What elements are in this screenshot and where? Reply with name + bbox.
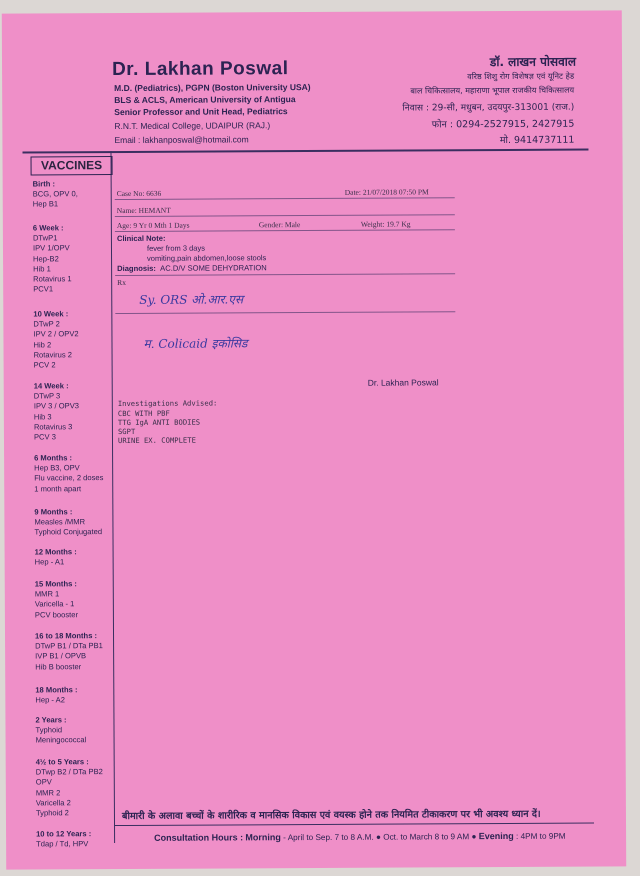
rx-label: Rx: [117, 277, 126, 288]
vaccine-group-heading: 18 Months :: [35, 685, 78, 695]
handwritten-medication: म. Colicaid इकोसिड: [143, 336, 248, 351]
vaccine-item: Hib B booster: [35, 661, 82, 672]
doctor-signature: Dr. Lakhan Poswal: [367, 377, 439, 388]
vaccine-group-heading: 14 Week :: [33, 381, 69, 391]
morning-hours: - April to Sep. 7 to 8 A.M. ● Oct. to March 8 to 9 AM ●: [283, 832, 477, 843]
vaccine-group-heading: 16 to 18 Months :: [34, 631, 98, 641]
vaccine-item: Typhoid Conjugated: [34, 527, 103, 537]
vaccine-item: Hep B3, OPV: [34, 463, 80, 473]
vaccines-heading: VACCINES: [31, 156, 113, 175]
investigation-item: TTG IgA ANTI BODIES: [117, 417, 201, 428]
vaccine-group: [35, 547, 77, 568]
vaccine-group: [35, 631, 103, 672]
doctor-name-hindi: डॉ. लाखन पोसवाल: [489, 54, 577, 70]
vaccine-item: DTwP 2: [33, 319, 60, 329]
vaccine-item: Typhoid: [35, 725, 63, 735]
handwritten-medication: Sy. ORS ओ.आर.एस: [139, 292, 244, 307]
vaccine-item: Rotavirus 1: [33, 274, 72, 284]
email-line: Email : lakhanposwal@hotmail.com: [114, 134, 249, 146]
vaccine-group-heading: 12 Months :: [34, 547, 77, 557]
investigation-item: CBC WITH PBF: [117, 408, 170, 419]
vaccine-group: [33, 309, 78, 370]
diagnosis-label: Diagnosis:: [117, 263, 156, 274]
vaccine-column-divider: [110, 151, 115, 843]
vaccine-item: Tdap / Td, HPV: [36, 839, 89, 849]
consultation-label: Consultation Hours :: [154, 832, 244, 843]
vaccine-item: IPV 3 / OPV3: [33, 401, 80, 411]
vaccine-group: [35, 715, 86, 746]
vaccine-item: Measles /MMR: [34, 517, 86, 527]
vaccine-group: [36, 757, 103, 819]
vaccine-item: DTwP1: [32, 233, 58, 243]
evening-label: Evening: [478, 830, 514, 842]
header-divider: [22, 149, 588, 153]
vaccine-group-heading: 2 Years :: [35, 715, 67, 725]
vaccine-group: [34, 453, 103, 494]
patient-name: Name: HEMANT: [116, 205, 171, 216]
vaccine-item: Hep - A2: [35, 695, 65, 705]
diagnosis-value: AC.D/V SOME DEHYDRATION: [160, 263, 267, 273]
visit-date: Date: 21/07/2018 07:50 PM: [344, 187, 429, 197]
vaccine-group-heading: 6 Week :: [32, 223, 64, 233]
vaccine-item: DTwP B1 / DTa PB1: [35, 641, 103, 651]
vaccine-item: PCV1: [33, 284, 54, 294]
vaccine-group: [34, 381, 79, 442]
footer-hindi-notice: बीमारी के अलावा बच्चों के शारीरिक व मानसिक विकास एवं वयस्क होने तक नियमित टीकाकरण पर भी अवश्य ध्यान दें।: [121, 808, 541, 823]
field-line: [115, 311, 455, 314]
vaccine-item: Rotavirus 3: [33, 422, 73, 432]
vaccine-group: [36, 829, 91, 850]
field-line: [115, 273, 455, 276]
clinical-note-line: vomiting,pain abdomen,loose stools: [147, 253, 267, 263]
vaccine-item: IPV 1/OPV: [32, 243, 70, 253]
footer-divider: [114, 823, 594, 827]
vaccine-item: 1 month apart: [34, 483, 82, 494]
vaccine-item: Varicella 2: [35, 798, 71, 808]
morning-label: Morning: [245, 832, 281, 843]
vaccine-group-heading: 4½ to 5 Years :: [35, 757, 89, 767]
vaccine-item: IPV 2 / OPV2: [33, 329, 79, 339]
vaccine-item: DTwp B2 / DTa PB2: [35, 767, 103, 777]
vaccine-item: PCV booster: [34, 609, 78, 620]
vaccine-group-heading: 10 to 12 Years :: [36, 829, 92, 839]
hindi-line: बाल चिकित्सालय, महाराणा भूपाल राजकीय चिकित्सालय: [410, 85, 575, 96]
vaccine-item: IVP B1 / OPVB: [35, 651, 87, 661]
patient-weight: Weight: 19.7 Kg: [360, 219, 411, 229]
vaccine-item: BCG, OPV 0,: [32, 189, 78, 199]
vaccine-item: PCV 2: [33, 360, 56, 370]
vaccine-item: Hib 3: [33, 411, 52, 422]
vaccine-item: Varicella - 1: [34, 599, 75, 609]
vaccine-item: PCV 3: [33, 432, 56, 442]
evening-hours: : 4PM to 9PM: [515, 831, 566, 841]
case-number: Case No: 6636: [116, 188, 162, 199]
patient-gender: Gender: Male: [258, 220, 301, 230]
hindi-phone: फोन : 0294-2527915, 2427915: [431, 118, 575, 131]
vaccine-group-heading: 6 Months :: [34, 453, 73, 463]
vaccine-group: [33, 179, 78, 210]
patient-age: Age: 9 Yr 0 Mth 1 Days: [116, 220, 190, 231]
vaccine-item: MMR 2: [35, 787, 61, 798]
vaccine-item: Hep B1: [32, 199, 59, 209]
prescription-sheet: [2, 10, 626, 869]
investigation-item: URINE EX. COMPLETE: [117, 435, 196, 446]
college-line: R.N.T. Medical College, UDAIPUR (RAJ.): [114, 120, 271, 132]
hindi-mobile: मो. 9414737111: [499, 134, 575, 147]
qualification-line: M.D. (Pediatrics), PGPN (Boston University USA): [114, 82, 311, 94]
qualification-line: BLS & ACLS, American University of Antigua: [114, 94, 296, 106]
investigations-label: Investigations Advised:: [117, 398, 218, 409]
vaccine-item: Meningococcal: [35, 735, 87, 745]
vaccine-group: [35, 685, 77, 706]
vaccine-item: Hep - A1: [34, 557, 65, 567]
clinical-note-label: Clinical Note:: [116, 233, 166, 244]
vaccine-item: Typhoid 2: [35, 808, 69, 818]
vaccine-item: Rotavirus 2: [33, 350, 72, 360]
vaccine-item: Hep-B2: [33, 253, 59, 264]
clinical-note-line: fever from 3 days: [146, 243, 205, 253]
investigation-item: SGPT: [117, 426, 136, 437]
vaccine-item: MMR 1: [34, 589, 60, 599]
designation-line: Senior Professor and Unit Head, Pediatrics: [114, 106, 288, 118]
hindi-address: निवास : 29-सी, मधुबन, उदयपुर-313001 (राज.): [402, 102, 575, 114]
vaccine-group: [33, 223, 72, 295]
hindi-line: वरिष्ठ शिशु रोग विशेषज्ञ एवं यूनिट हेड: [467, 71, 575, 82]
vaccine-group-heading: 10 Week :: [33, 309, 69, 319]
vaccine-group: [34, 507, 102, 538]
field-line: [115, 197, 455, 200]
vaccine-group-heading: 9 Months :: [34, 507, 73, 517]
vaccine-item: OPV: [35, 777, 52, 787]
vaccine-group: [35, 579, 78, 620]
vaccine-item: Hib 2: [33, 339, 52, 350]
consultation-hours: [154, 831, 566, 843]
vaccine-group-heading: Birth :: [32, 179, 56, 189]
vaccine-group-heading: 15 Months :: [34, 579, 77, 589]
vaccine-item: Hib 1: [33, 264, 51, 274]
doctor-name: Dr. Lakhan Poswal: [112, 58, 289, 81]
vaccine-item: DTwP 3: [33, 391, 61, 401]
vaccine-item: Flu vaccine, 2 doses: [34, 473, 104, 483]
